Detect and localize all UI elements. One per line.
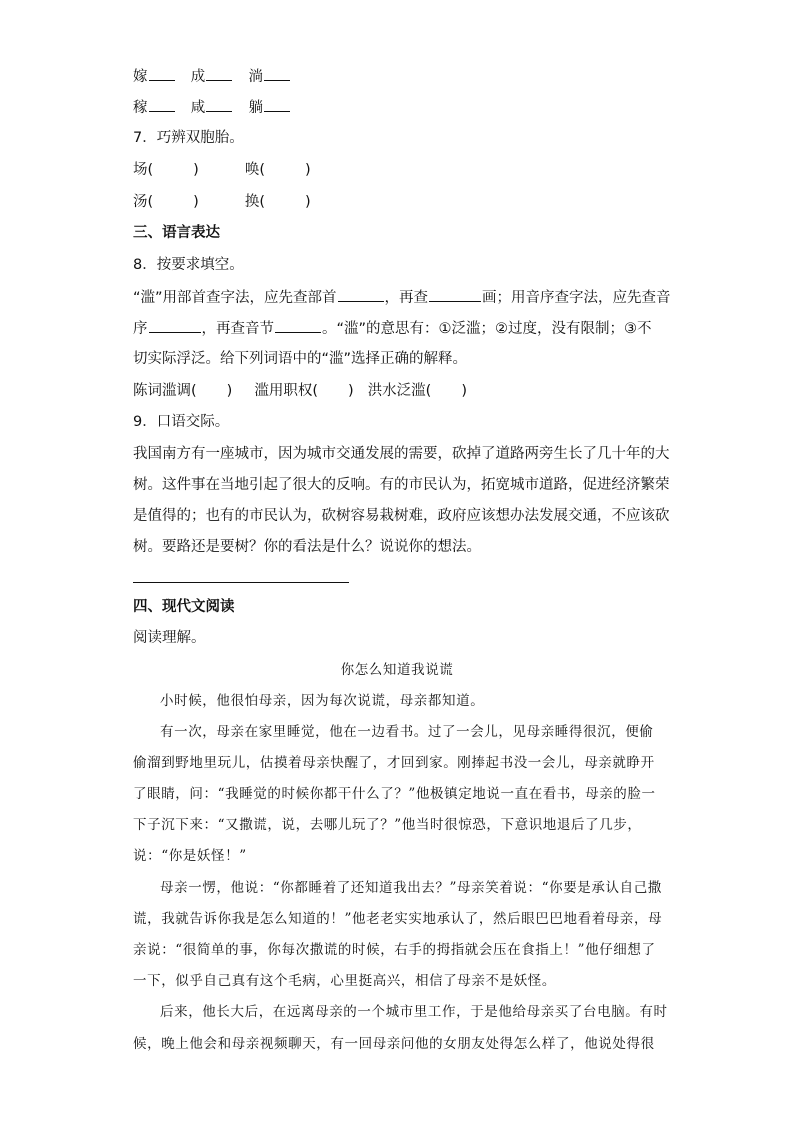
- story-line: 谎，我就告诉你我是怎么知道的！”他老老实实地承认了，然后眼巴巴地看着母亲，母: [133, 911, 663, 927]
- q8-text: 序: [133, 321, 148, 337]
- question-8-line-3: 切实际浮泛。给下列词语中的“滥”选择正确的解释。: [133, 351, 468, 367]
- char-item: 嫁: [133, 69, 148, 85]
- story-line: 后来，他长大后，在远离母亲的一个城市里工作，于是他给母亲买了台电脑。有时: [160, 1004, 668, 1020]
- paren-close: ): [193, 194, 199, 210]
- answer-blank[interactable]: [149, 66, 175, 81]
- question-8-line-1: [133, 287, 671, 308]
- paren-close: ): [461, 383, 468, 399]
- q8-text: ，再查音节: [201, 321, 274, 337]
- char-row-1: [133, 66, 291, 87]
- story-line: 母亲一愣，他说：“你都睡着了还知道我出去？”母亲笑着说：“你要是承认自己撒: [160, 880, 662, 896]
- story-line: 小时候，他很怕母亲，因为每次说谎，母亲都知道。: [160, 693, 485, 709]
- question-9-text-line: 树。这件事在当地引起了很大的反响。有的市民认为，拓宽城市道路，促进经济繁荣: [133, 477, 670, 493]
- char-row-2: [133, 97, 291, 118]
- char-item: 稼: [133, 100, 148, 116]
- twin-char-open: 汤(: [133, 194, 154, 210]
- phrase-3: 洪水泛滥(: [367, 383, 432, 399]
- question-9-text-line: 树。要路还是要树？你的看法是什么？说说你的想法。: [133, 539, 481, 555]
- paren-close: ): [226, 383, 233, 399]
- paren-close: ): [305, 194, 311, 210]
- q8-text: ，再查: [384, 290, 429, 306]
- radical-blank[interactable]: [338, 287, 384, 302]
- question-8-line-2: [133, 318, 652, 339]
- reading-intro: 阅读理解。: [133, 630, 206, 646]
- twin-char-open: 场(: [133, 162, 154, 178]
- syllable-blank[interactable]: [275, 318, 321, 333]
- twin-char-open: 唤(: [244, 162, 266, 178]
- story-line: 候，晚上他会和母亲视频聊天，有一回母亲问他的女朋友处得怎么样了，他说处得很: [133, 1036, 655, 1052]
- char-item: 成: [190, 69, 206, 85]
- char-item: 躺: [248, 100, 263, 116]
- char-item: 咸: [190, 100, 206, 116]
- story-line: 偷溜到野地里玩儿，估摸着母亲快醒了，才回到家。刚捧起书没一会儿，母亲就睁开: [133, 755, 655, 771]
- phrase-1: 陈词滥调(: [133, 383, 197, 399]
- paren-close: ): [305, 162, 311, 178]
- answer-blank[interactable]: [206, 97, 232, 112]
- story-title: 你怎么知道我说谎: [340, 662, 454, 678]
- initial-blank[interactable]: [149, 318, 201, 333]
- q8-text: 。“滥”的意思有：①泛滥；②过度，没有限制；③不: [322, 321, 652, 337]
- section-3-heading: 三、语言表达: [133, 225, 220, 241]
- story-line: 有一次，母亲在家里睡觉，他在一边看书。过了一会儿，见母亲睡得很沉，便偷: [160, 724, 654, 740]
- paren-close: ): [348, 383, 354, 399]
- question-8-line-4: [133, 381, 467, 401]
- story-line: 下子沉下来：“又撒谎，说，去哪儿玩了？”他当时很惊恐，下意识地退后了几步，: [133, 817, 642, 833]
- question-9-title: 9．口语交际。: [133, 414, 230, 430]
- q8-text: “滥”用部首查字法，应先查部首: [133, 290, 337, 306]
- char-item: 淌: [248, 69, 263, 85]
- answer-line[interactable]: [133, 582, 349, 583]
- q8-text: 画；用音序查字法，应先查音: [482, 290, 671, 306]
- twin-char-open: 换(: [244, 194, 266, 210]
- stroke-blank[interactable]: [429, 287, 481, 302]
- twin-row-2: [133, 192, 311, 212]
- question-9-text-line: 是值得的；也有的市民认为，砍树容易栽树难，政府应该想办法发展交通，不应该砍: [133, 508, 670, 524]
- answer-blank[interactable]: [264, 66, 290, 81]
- question-8-title: 8．按要求填空。: [133, 257, 244, 273]
- phrase-2: 滥用职权(: [254, 383, 319, 399]
- question-9-text-line: 我国南方有一座城市，因为城市交通发展的需要，砍掉了道路两旁生长了几十年的大: [133, 446, 670, 462]
- section-4-heading: 四、现代文阅读: [133, 599, 235, 615]
- story-line: 亲说：“很简单的事，你每次撒谎的时候，右手的拇指就会压在食指上！”他仔细想了: [133, 942, 656, 958]
- story-line: 了眼睛，问：“我睡觉的时候你都干什么了？”他极镇定地说一直在看书，母亲的脸一: [133, 786, 656, 802]
- story-line: 一下，似乎自己真有这个毛病，心里挺高兴，相信了母亲不是妖怪。: [133, 973, 556, 989]
- paren-close: ): [193, 162, 199, 178]
- question-7-title: 7．巧辨双胞胎。: [133, 130, 244, 146]
- answer-blank[interactable]: [149, 97, 175, 112]
- answer-blank[interactable]: [264, 97, 290, 112]
- twin-row-1: [133, 160, 311, 180]
- story-line: 说：“你是妖怪！”: [133, 848, 247, 864]
- answer-blank[interactable]: [206, 66, 232, 81]
